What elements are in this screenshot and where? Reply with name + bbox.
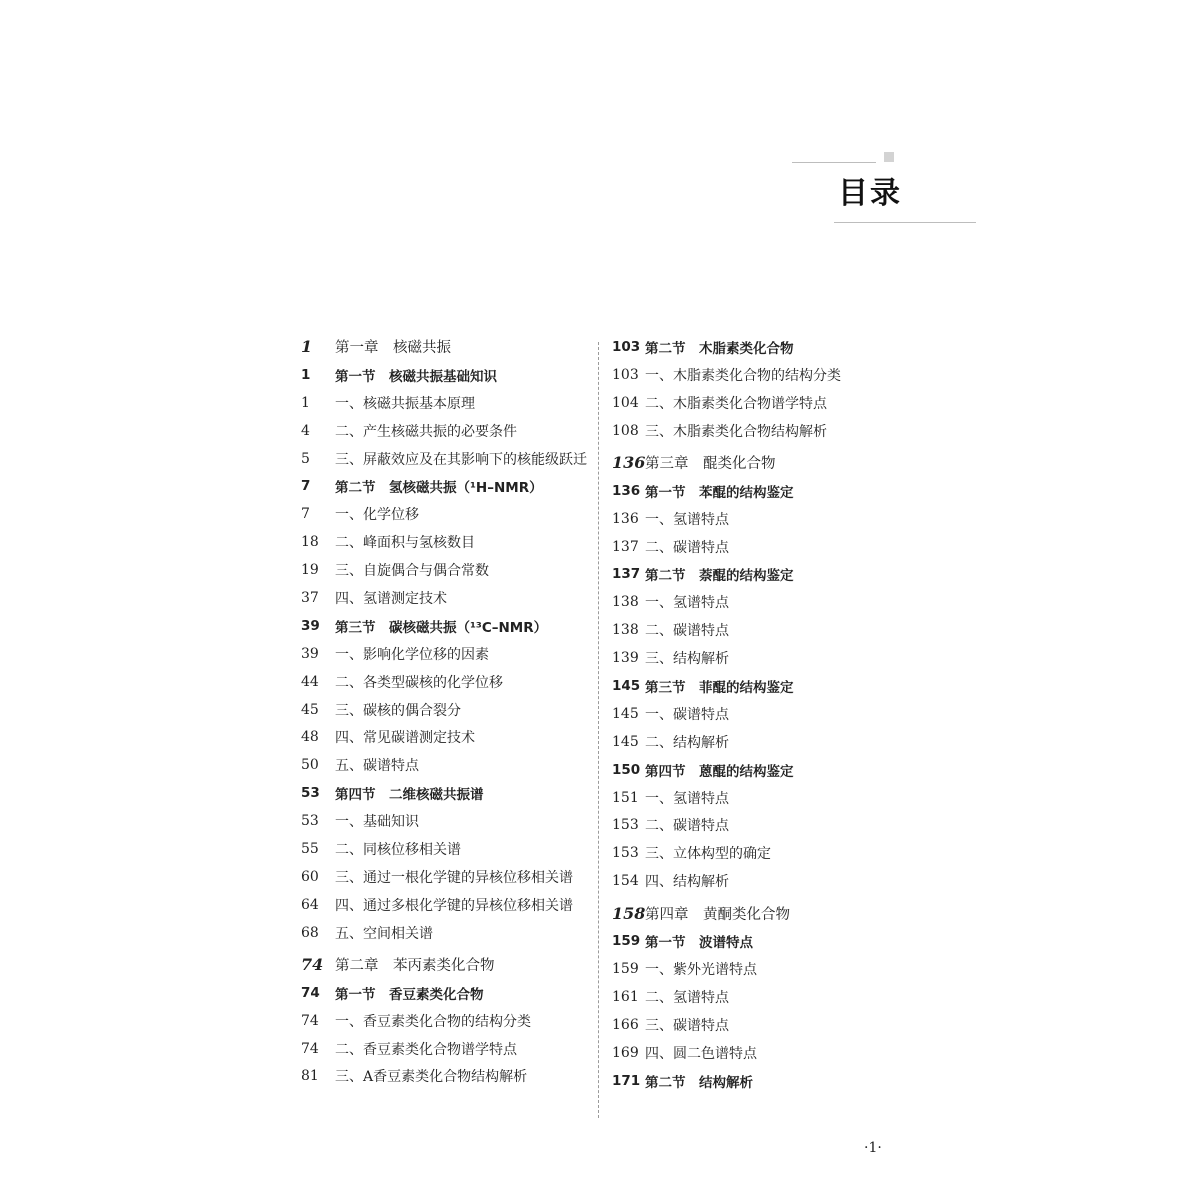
toc-item-entry[interactable]	[612, 389, 902, 417]
toc-item-entry[interactable]	[301, 863, 591, 891]
toc-page-number: 74	[301, 955, 324, 975]
toc-item-entry[interactable]	[301, 919, 591, 947]
toc-item-entry[interactable]	[301, 807, 591, 835]
toc-item-entry[interactable]	[301, 500, 591, 528]
toc-entry-title: 五、碳谱特点	[335, 758, 419, 775]
toc-entry-title: 第二节 萘醌的结构鉴定	[645, 568, 794, 585]
toc-entry-title: 第四节 二维核磁共振谱	[335, 787, 484, 804]
toc-item-entry[interactable]	[612, 1011, 902, 1039]
toc-page-number: 153	[612, 845, 639, 862]
toc-section-entry[interactable]	[612, 333, 902, 361]
toc-entry-title: 三、结构解析	[645, 651, 729, 668]
toc-item-entry[interactable]	[612, 417, 902, 445]
toc-page-number: 74	[301, 984, 320, 1001]
toc-entry-title: 二、同核位移相关谱	[335, 841, 461, 858]
toc-section-entry[interactable]	[301, 979, 591, 1007]
toc-item-entry[interactable]	[301, 1007, 591, 1035]
toc-entry-title: 第二节 氢核磁共振（¹H–NMR）	[335, 480, 543, 497]
toc-entry-title: 五、空间相关谱	[335, 925, 433, 942]
toc-item-entry[interactable]	[301, 556, 591, 584]
toc-entry-title: 一、香豆素类化合物的结构分类	[335, 1013, 531, 1030]
toc-item-entry[interactable]	[612, 644, 902, 672]
toc-page-number: 138	[612, 594, 639, 611]
toc-page-number: 53	[301, 785, 320, 802]
toc-entry-title: 第四节 蒽醌的结构鉴定	[645, 763, 794, 780]
toc-section-entry[interactable]	[612, 1067, 902, 1095]
toc-item-entry[interactable]	[301, 1035, 591, 1063]
toc-section-entry[interactable]	[301, 612, 591, 640]
toc-chapter-entry[interactable]	[612, 900, 902, 928]
toc-entry-title: 一、核磁共振基本原理	[335, 395, 475, 412]
toc-page-number: 154	[612, 873, 639, 890]
toc-page-number: 158	[612, 904, 646, 924]
page-number: ·1·	[864, 1140, 882, 1156]
toc-page-number: 7	[301, 506, 310, 523]
title-rule-bottom	[834, 222, 976, 223]
toc-page-number: 5	[301, 450, 310, 467]
toc-page-number: 169	[612, 1044, 639, 1061]
toc-entry-title: 二、碳谱特点	[645, 623, 729, 640]
toc-page-number: 153	[612, 817, 639, 834]
toc-page-number: 159	[612, 961, 639, 978]
toc-entry-title: 二、结构解析	[645, 734, 729, 751]
toc-page-number: 1	[301, 394, 310, 411]
toc-entry-title: 一、碳谱特点	[645, 706, 729, 723]
toc-entry-title: 第一节 苯醌的结构鉴定	[645, 484, 794, 501]
toc-entry-title: 一、化学位移	[335, 507, 419, 524]
toc-page-number: 136	[612, 510, 639, 527]
toc-page-number: 136	[612, 453, 646, 473]
toc-page-number: 18	[301, 534, 319, 551]
toc-page-number: 45	[301, 701, 319, 718]
toc-section-entry[interactable]	[612, 756, 902, 784]
toc-entry-title: 第一节 核磁共振基础知识	[335, 368, 497, 385]
toc-entry-title: 第二节 结构解析	[645, 1074, 753, 1091]
toc-item-entry[interactable]	[612, 955, 902, 983]
toc-entry-title: 第一节 香豆素类化合物	[335, 986, 484, 1003]
toc-item-entry[interactable]	[301, 528, 591, 556]
toc-entry-title: 四、常见碳谱测定技术	[335, 730, 475, 747]
toc-section-entry[interactable]	[612, 477, 902, 505]
toc-page-number: 74	[301, 1040, 319, 1057]
toc-page-number: 161	[612, 989, 639, 1006]
toc-entry-title: 第三章 醌类化合物	[645, 456, 776, 473]
toc-entry-title: 一、木脂素类化合物的结构分类	[645, 367, 841, 384]
toc-page-number: 139	[612, 650, 639, 667]
toc-entry-title: 四、氢谱测定技术	[335, 590, 447, 607]
toc-item-entry[interactable]	[612, 505, 902, 533]
toc-item-entry[interactable]	[301, 696, 591, 724]
toc-entry-title: 一、影响化学位移的因素	[335, 646, 489, 663]
title-rule-top	[792, 162, 876, 163]
toc-section-entry[interactable]	[301, 779, 591, 807]
toc-entry-title: 二、产生核磁共振的必要条件	[335, 423, 517, 440]
toc-entry-title: 四、结构解析	[645, 874, 729, 891]
toc-item-entry[interactable]	[301, 751, 591, 779]
page-title: 目录	[838, 176, 902, 211]
toc-section-entry[interactable]	[612, 927, 902, 955]
toc-entry-title: 一、基础知识	[335, 814, 419, 831]
toc-page-number: 150	[612, 761, 641, 778]
toc-entry-title: 三、碳核的偶合裂分	[335, 702, 461, 719]
toc-page-number: 68	[301, 924, 319, 941]
toc-entry-title: 二、碳谱特点	[645, 818, 729, 835]
toc-page-number: 64	[301, 896, 319, 913]
toc-item-entry[interactable]	[301, 835, 591, 863]
toc-page-number: 39	[301, 645, 319, 662]
toc-item-entry[interactable]	[301, 640, 591, 668]
toc-chapter-entry[interactable]	[612, 449, 902, 477]
toc-entry-title: 三、自旋偶合与偶合常数	[335, 563, 489, 580]
toc-entry-title: 第四章 黄酮类化合物	[645, 907, 790, 924]
toc-entry-title: 第二章 苯丙素类化合物	[335, 958, 495, 975]
toc-page-number: 104	[612, 394, 639, 411]
toc-page-number: 108	[612, 422, 639, 439]
toc-page-number: 60	[301, 868, 319, 885]
toc-page-number: 55	[301, 840, 319, 857]
toc-page-number: 159	[612, 933, 641, 950]
toc-entry-title: 二、各类型碳核的化学位移	[335, 674, 503, 691]
toc-page-number: 37	[301, 589, 319, 606]
column-divider	[598, 342, 599, 1118]
toc-page-number: 81	[301, 1068, 319, 1085]
toc-item-entry[interactable]	[301, 584, 591, 612]
toc-page-number: 103	[612, 338, 641, 355]
toc-entry-title: 一、氢谱特点	[645, 511, 729, 528]
toc-page-number: 19	[301, 562, 319, 579]
toc-entry-title: 二、氢谱特点	[645, 990, 729, 1007]
toc-entry-title: 三、通过一根化学键的异核位移相关谱	[335, 869, 573, 886]
toc-page-number: 48	[301, 729, 319, 746]
toc-page-number: 137	[612, 566, 641, 583]
toc-item-entry[interactable]	[612, 983, 902, 1011]
toc-item-entry[interactable]	[301, 1063, 591, 1091]
toc-section-entry[interactable]	[301, 472, 591, 500]
toc-page-number: 136	[612, 482, 641, 499]
toc-entry-title: 一、氢谱特点	[645, 790, 729, 807]
toc-page-number: 50	[301, 757, 319, 774]
toc-item-entry[interactable]	[612, 700, 902, 728]
toc-item-entry[interactable]	[612, 616, 902, 644]
toc-item-entry[interactable]	[301, 389, 591, 417]
toc-entry-title: 二、碳谱特点	[645, 539, 729, 556]
toc-entry-title: 四、通过多根化学键的异核位移相关谱	[335, 897, 573, 914]
toc-chapter-entry[interactable]	[301, 333, 591, 361]
toc-page-number: 103	[612, 366, 639, 383]
toc-entry-title: 第三节 菲醌的结构鉴定	[645, 680, 794, 697]
toc-entry-title: 第一章 核磁共振	[335, 340, 451, 357]
toc-item-entry[interactable]	[612, 588, 902, 616]
toc-item-entry[interactable]	[612, 867, 902, 895]
toc-right-column	[612, 333, 902, 1095]
toc-item-entry[interactable]	[301, 891, 591, 919]
toc-item-entry[interactable]	[612, 784, 902, 812]
toc-page-number: 44	[301, 673, 319, 690]
toc-chapter-entry[interactable]	[301, 951, 591, 979]
toc-item-entry[interactable]	[612, 812, 902, 840]
toc-section-entry[interactable]	[301, 361, 591, 389]
toc-page-number: 7	[301, 478, 311, 495]
toc-entry-title: 二、木脂素类化合物谱学特点	[645, 395, 827, 412]
toc-page-number: 145	[612, 705, 639, 722]
toc-page-number: 39	[301, 617, 320, 634]
toc-page-number: 4	[301, 422, 310, 439]
title-decor-square	[884, 152, 894, 162]
toc-item-entry[interactable]	[301, 723, 591, 751]
toc-entry-title: 第二节 木脂素类化合物	[645, 340, 794, 357]
toc-page-number: 53	[301, 813, 319, 830]
toc-entry-title: 三、A香豆素类化合物结构解析	[335, 1069, 528, 1086]
toc-page-number: 74	[301, 1012, 319, 1029]
toc-page-number: 1	[301, 337, 313, 357]
toc-item-entry[interactable]	[301, 668, 591, 696]
toc-page-number: 137	[612, 538, 639, 555]
toc-page-number: 151	[612, 789, 639, 806]
toc-entry-title: 第三节 碳核磁共振（¹³C–NMR）	[335, 619, 548, 636]
toc-entry-title: 四、圆二色谱特点	[645, 1045, 757, 1062]
toc-entry-title: 二、峰面积与氢核数目	[335, 535, 475, 552]
toc-page-number: 166	[612, 1017, 639, 1034]
toc-entry-title: 三、立体构型的确定	[645, 846, 771, 863]
toc-item-entry[interactable]	[301, 417, 591, 445]
toc-item-entry[interactable]	[612, 533, 902, 561]
toc-entry-title: 二、香豆素类化合物谱学特点	[335, 1041, 517, 1058]
toc-page-number: 138	[612, 622, 639, 639]
toc-entry-title: 三、碳谱特点	[645, 1018, 729, 1035]
toc-entry-title: 一、氢谱特点	[645, 595, 729, 612]
toc-left-column	[301, 333, 591, 1090]
toc-section-entry[interactable]	[612, 561, 902, 589]
toc-page-number: 145	[612, 733, 639, 750]
toc-page-number: 145	[612, 678, 641, 695]
toc-entry-title: 三、屏蔽效应及在其影响下的核能级跃迁	[335, 451, 587, 468]
toc-item-entry[interactable]	[612, 839, 902, 867]
toc-item-entry[interactable]	[612, 361, 902, 389]
toc-section-entry[interactable]	[612, 672, 902, 700]
toc-entry-title: 第一节 波谱特点	[645, 935, 753, 952]
toc-page-number: 1	[301, 366, 311, 383]
toc-entry-title: 三、木脂素类化合物结构解析	[645, 423, 827, 440]
toc-entry-title: 一、紫外光谱特点	[645, 962, 757, 979]
toc-page-number: 171	[612, 1072, 641, 1089]
toc-item-entry[interactable]	[612, 1039, 902, 1067]
toc-item-entry[interactable]	[612, 728, 902, 756]
toc-item-entry[interactable]	[301, 445, 591, 473]
